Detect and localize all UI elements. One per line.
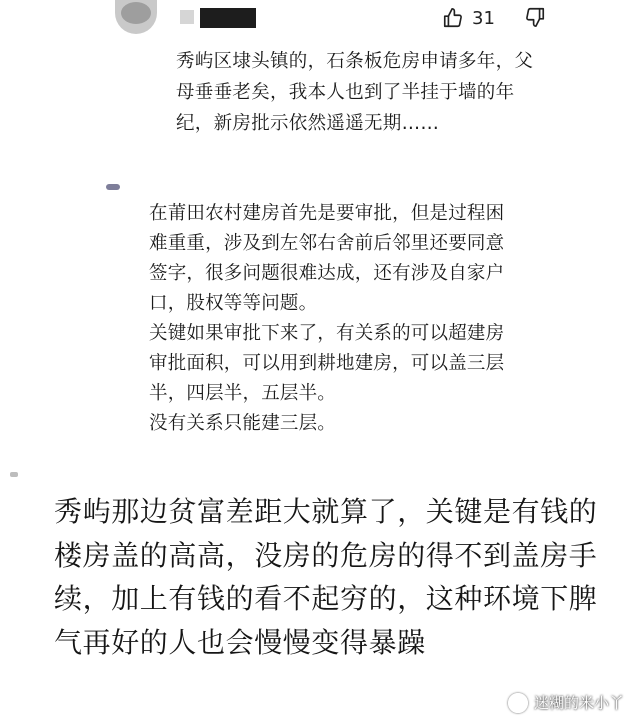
like-count: 31 <box>472 7 495 29</box>
watermark-text: 迷糊的米小丫 <box>533 694 624 712</box>
divider-mark <box>10 472 18 477</box>
thumbs-down-icon[interactable] <box>524 6 546 28</box>
comment-text-2 <box>149 199 519 439</box>
comment-text-3: 秀屿那边贫富差距大就算了，关键是有钱的楼房盖的高高，没房的危房的得不到盖房手续，加上有钱的看不起穷的，这种环境下脾气再好的人也会慢慢变得暴躁 <box>54 495 598 659</box>
avatar-fragment <box>106 184 120 190</box>
comment-2-paragraph: 没有关系只能建三层。 <box>149 413 337 434</box>
comment-text-1: 秀屿区埭头镇的，石条板危房申请多年，父母垂垂老矣，我本人也到了半挂于墙的年纪，新房批示依然遥遥无期…… <box>176 51 534 134</box>
username-blurred-block <box>200 8 256 28</box>
avatar[interactable] <box>115 0 157 34</box>
thumbs-up-icon <box>442 7 464 29</box>
watermark <box>508 692 624 713</box>
username-blurred <box>180 10 194 24</box>
watermark-logo-icon <box>508 693 528 713</box>
comment-2-paragraph: 在莆田农村建房首先是要审批，但是过程困难重重，涉及到左邻右舍前后邻里还要同意签字，很多问题很难达成，还有涉及自家户口，股权等等问题。 <box>149 203 505 314</box>
like-button[interactable] <box>442 5 495 31</box>
comment-2-paragraph: 关键如果审批下来了，有关系的可以超建房审批面积，可以用到耕地建房，可以盖三层半，四层半，五层半。 <box>149 323 505 404</box>
